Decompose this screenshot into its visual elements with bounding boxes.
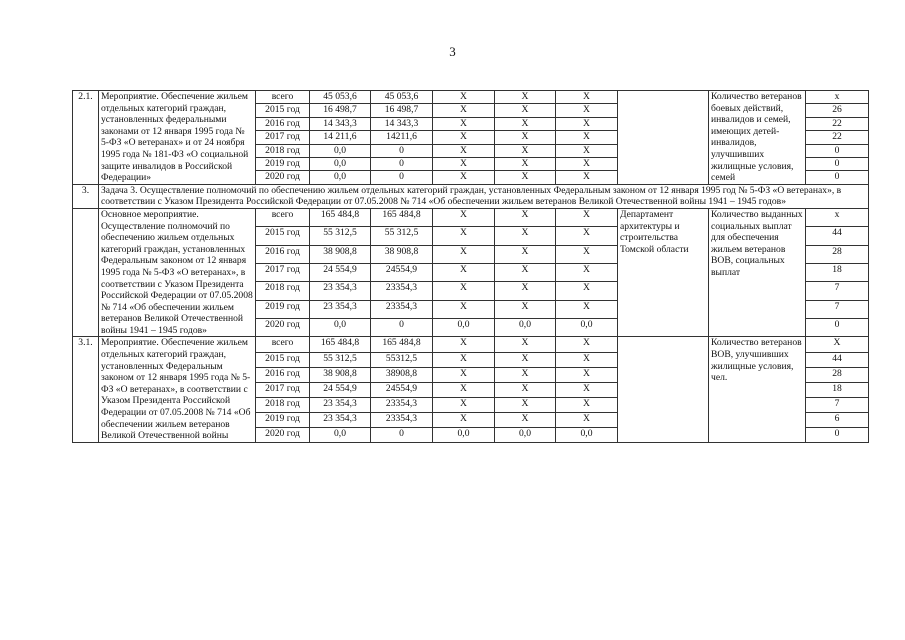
value-cell: X: [495, 352, 556, 367]
value-cell: 14 343,3: [371, 117, 433, 130]
indicator-value: 26: [806, 104, 869, 117]
year-cell: всего: [256, 208, 310, 226]
indicator-name: Количество выданных социальных выплат для обеспечения жильем ветеранов ВОВ, социальных выплат: [709, 208, 806, 337]
value-cell: 23 354,3: [310, 300, 371, 318]
value-cell: X: [495, 144, 556, 157]
value-cell: 165 484,8: [371, 208, 433, 226]
value-cell: X: [495, 245, 556, 263]
value-cell: X: [433, 382, 495, 397]
indicator-name: Количество ветеранов ВОВ, улучшивших жилищные условия, чел.: [709, 337, 806, 442]
value-cell: X: [495, 208, 556, 226]
value-cell: 23 354,3: [310, 412, 371, 427]
value-cell: X: [433, 208, 495, 226]
executor-cell: [618, 91, 709, 185]
value-cell: 14 343,3: [310, 117, 371, 130]
value-cell: 0: [371, 427, 433, 442]
value-cell: X: [433, 367, 495, 382]
value-cell: 55 312,5: [310, 352, 371, 367]
value-cell: 0: [371, 144, 433, 157]
year-cell: 2019 год: [256, 412, 310, 427]
value-cell: 55 312,5: [310, 227, 371, 245]
value-cell: X: [556, 144, 618, 157]
value-cell: X: [556, 397, 618, 412]
value-cell: X: [433, 171, 495, 184]
indicator-value: 28: [806, 367, 869, 382]
value-cell: 38908,8: [371, 367, 433, 382]
value-cell: 23354,3: [371, 300, 433, 318]
year-cell: 2020 год: [256, 427, 310, 442]
year-cell: 2018 год: [256, 144, 310, 157]
value-cell: X: [556, 382, 618, 397]
table-row: [73, 208, 869, 226]
value-cell: 23 354,3: [310, 282, 371, 300]
value-cell: 0,0: [495, 427, 556, 442]
year-cell: всего: [256, 91, 310, 104]
value-cell: X: [433, 282, 495, 300]
indicator-value: 0: [806, 319, 869, 337]
value-cell: 165 484,8: [310, 208, 371, 226]
task-row: [73, 184, 869, 208]
year-cell: 2016 год: [256, 245, 310, 263]
year-cell: 2020 год: [256, 171, 310, 184]
task-description: Задача 3. Осуществление полномочий по обеспечению жильем отдельных категорий граждан, установленных Федеральным законом от 12 января 1995 год № 5-ФЗ «О ветеранах», в соответствии с Указом Президента Российской Федерации от 07.05.2008 № 714 «Об обеспечении жильем ветеранов Великой Отечественной войны 1941 – 1945 годов»: [99, 184, 869, 208]
value-cell: 24554,9: [371, 382, 433, 397]
value-cell: 0,0: [556, 427, 618, 442]
value-cell: X: [495, 131, 556, 144]
value-cell: X: [495, 282, 556, 300]
value-cell: X: [556, 91, 618, 104]
value-cell: X: [556, 352, 618, 367]
value-cell: 38 908,8: [371, 245, 433, 263]
value-cell: 55312,5: [371, 352, 433, 367]
value-cell: 23354,3: [371, 412, 433, 427]
value-cell: X: [556, 171, 618, 184]
value-cell: 38 908,8: [310, 245, 371, 263]
value-cell: X: [556, 282, 618, 300]
indicator-value: 28: [806, 245, 869, 263]
indicator-name: Количество ветеранов боевых действий, инвалидов и семей, имеющих детей-инвалидов, улучшивших жилищные условия, семей: [709, 91, 806, 185]
indicator-value: 0: [806, 427, 869, 442]
year-cell: 2020 год: [256, 319, 310, 337]
value-cell: X: [495, 117, 556, 130]
indicator-value: 18: [806, 382, 869, 397]
value-cell: X: [556, 367, 618, 382]
value-cell: 45 053,6: [371, 91, 433, 104]
value-cell: X: [495, 91, 556, 104]
value-cell: X: [433, 397, 495, 412]
year-cell: 2018 год: [256, 282, 310, 300]
value-cell: X: [495, 264, 556, 282]
value-cell: X: [495, 104, 556, 117]
value-cell: 0,0: [310, 157, 371, 170]
value-cell: X: [556, 245, 618, 263]
indicator-value: 22: [806, 131, 869, 144]
value-cell: 23354,3: [371, 282, 433, 300]
row-number: [73, 208, 99, 337]
value-cell: 55 312,5: [371, 227, 433, 245]
indicator-value: 44: [806, 227, 869, 245]
value-cell: X: [556, 117, 618, 130]
value-cell: 0,0: [556, 319, 618, 337]
year-cell: 2016 год: [256, 117, 310, 130]
year-cell: 2015 год: [256, 352, 310, 367]
program-table: [72, 90, 869, 443]
indicator-value: 22: [806, 117, 869, 130]
value-cell: 14211,6: [371, 131, 433, 144]
value-cell: 24 554,9: [310, 264, 371, 282]
value-cell: X: [495, 382, 556, 397]
value-cell: X: [495, 171, 556, 184]
value-cell: X: [556, 131, 618, 144]
value-cell: X: [556, 337, 618, 352]
value-cell: X: [433, 245, 495, 263]
value-cell: X: [495, 300, 556, 318]
value-cell: 24554,9: [371, 264, 433, 282]
value-cell: X: [433, 227, 495, 245]
value-cell: X: [556, 104, 618, 117]
value-cell: 165 484,8: [371, 337, 433, 352]
year-cell: 2018 год: [256, 397, 310, 412]
indicator-value: 18: [806, 264, 869, 282]
row-number: 2.1.: [73, 91, 99, 185]
value-cell: X: [495, 337, 556, 352]
value-cell: X: [495, 397, 556, 412]
value-cell: 24 554,9: [310, 382, 371, 397]
value-cell: 0,0: [310, 144, 371, 157]
value-cell: 0,0: [310, 171, 371, 184]
indicator-value: 44: [806, 352, 869, 367]
table-row: [73, 337, 869, 352]
page-number: 3: [449, 44, 456, 59]
indicator-value: x: [806, 91, 869, 104]
executor-cell: Департамент архитектуры и строительства Томской области: [618, 208, 709, 337]
indicator-value: x: [806, 208, 869, 226]
value-cell: 0,0: [433, 427, 495, 442]
value-cell: 0,0: [433, 319, 495, 337]
year-cell: 2017 год: [256, 382, 310, 397]
table-body: [73, 91, 869, 443]
value-cell: 165 484,8: [310, 337, 371, 352]
indicator-value: 0: [806, 171, 869, 184]
value-cell: X: [495, 157, 556, 170]
value-cell: 23 354,3: [310, 397, 371, 412]
row-number: 3.: [73, 184, 99, 208]
measure-name: Мероприятие. Обеспечение жильем отдельных категорий граждан, установленных Федеральным законом от 12 января 1995 года № 5-ФЗ «О ветеранах», в соответствии с Указом Президента Российской Федерации от 07.05.2008 № 714 «Об обеспечении жильем ветеранов Великой Отечественной войны: [99, 337, 256, 442]
value-cell: X: [433, 157, 495, 170]
indicator-value: 0: [806, 157, 869, 170]
value-cell: X: [556, 157, 618, 170]
value-cell: X: [433, 131, 495, 144]
year-cell: 2017 год: [256, 131, 310, 144]
value-cell: X: [433, 412, 495, 427]
value-cell: 38 908,8: [310, 367, 371, 382]
value-cell: X: [556, 208, 618, 226]
value-cell: 16 498,7: [371, 104, 433, 117]
indicator-value: 0: [806, 144, 869, 157]
table-row: [73, 91, 869, 104]
year-cell: 2015 год: [256, 227, 310, 245]
value-cell: X: [495, 227, 556, 245]
value-cell: X: [556, 412, 618, 427]
value-cell: 14 211,6: [310, 131, 371, 144]
year-cell: 2019 год: [256, 157, 310, 170]
indicator-value: X: [806, 337, 869, 352]
value-cell: X: [556, 227, 618, 245]
value-cell: 0,0: [310, 427, 371, 442]
value-cell: X: [433, 104, 495, 117]
measure-name: Мероприятие. Обеспечение жильем отдельных категорий граждан, установленных федеральными законами от 12 января 1995 года № 5-ФЗ «О ветеранах» и от 24 ноября 1995 года № 181-ФЗ «О социальной защите инвалидов в Российской Федерации»: [99, 91, 256, 185]
value-cell: X: [433, 144, 495, 157]
value-cell: X: [556, 264, 618, 282]
measure-name: Основное мероприятие. Осуществление полномочий по обеспечению жильем отдельных категорий граждан, установленных Федеральным законом от 12 января 1995 года № 5-ФЗ «О ветеранах», в соответствии с Указом Президента Российской Федерации от 07.05.2008 № 714 «Об обеспечении жильем ветеранов Великой Отечественной войны 1941 – 1945 годов»: [99, 208, 256, 337]
year-cell: всего: [256, 337, 310, 352]
value-cell: X: [433, 264, 495, 282]
value-cell: 0: [371, 319, 433, 337]
value-cell: 0: [371, 171, 433, 184]
value-cell: X: [433, 117, 495, 130]
value-cell: X: [433, 91, 495, 104]
indicator-value: 7: [806, 397, 869, 412]
value-cell: X: [433, 300, 495, 318]
year-cell: 2016 год: [256, 367, 310, 382]
value-cell: 0,0: [495, 319, 556, 337]
indicator-value: 6: [806, 412, 869, 427]
executor-cell: [618, 337, 709, 442]
year-cell: 2017 год: [256, 264, 310, 282]
indicator-value: 7: [806, 300, 869, 318]
value-cell: 0,0: [310, 319, 371, 337]
row-number: 3.1.: [73, 337, 99, 442]
value-cell: X: [433, 337, 495, 352]
value-cell: 0: [371, 157, 433, 170]
value-cell: X: [495, 412, 556, 427]
indicator-value: 7: [806, 282, 869, 300]
value-cell: X: [495, 367, 556, 382]
value-cell: X: [556, 300, 618, 318]
value-cell: 23354,3: [371, 397, 433, 412]
value-cell: 16 498,7: [310, 104, 371, 117]
year-cell: 2019 год: [256, 300, 310, 318]
value-cell: 45 053,6: [310, 91, 371, 104]
value-cell: X: [433, 352, 495, 367]
year-cell: 2015 год: [256, 104, 310, 117]
